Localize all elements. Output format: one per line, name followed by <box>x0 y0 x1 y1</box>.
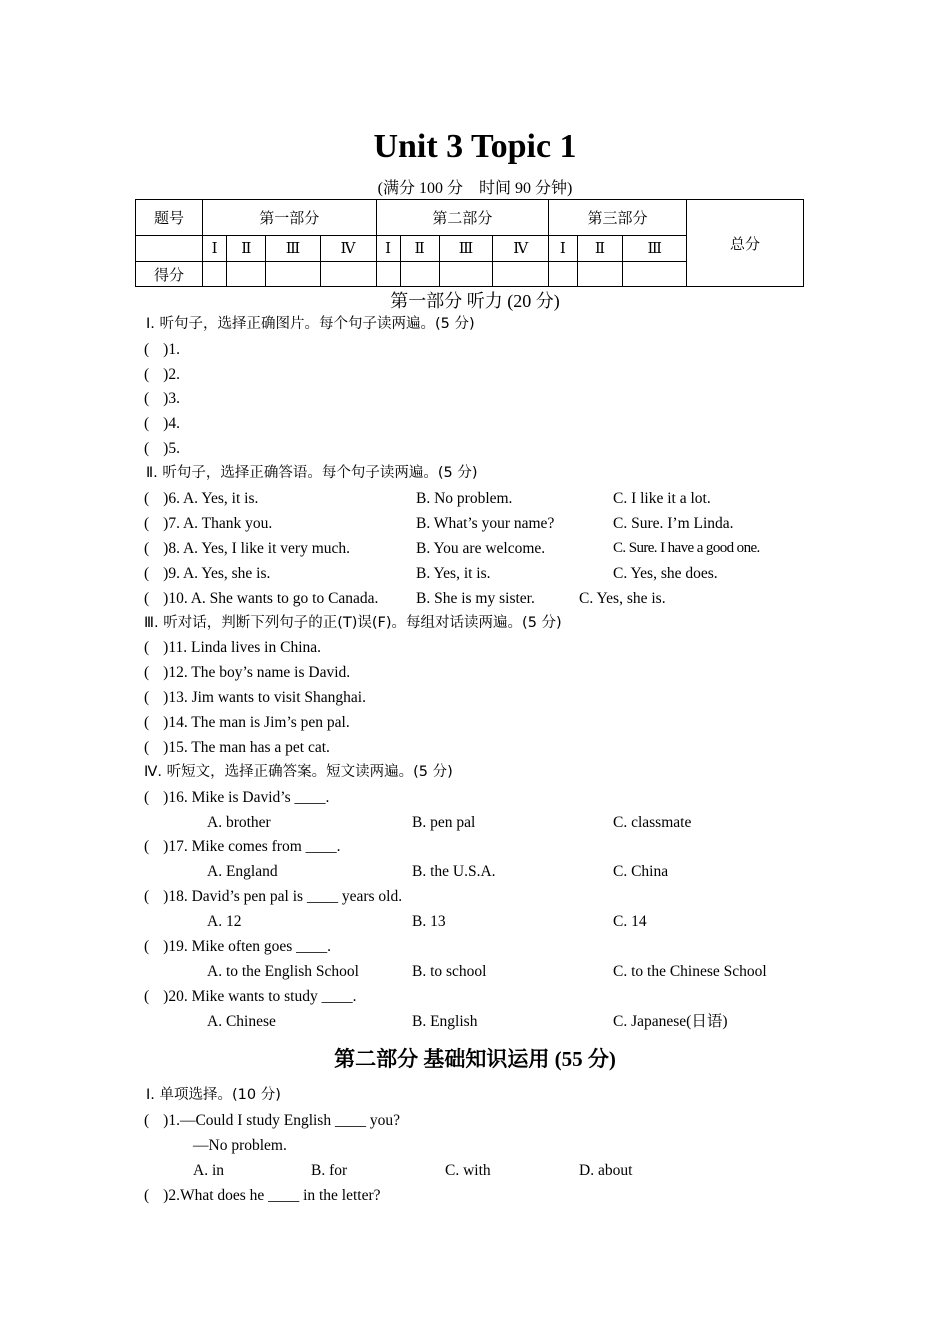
option-b: B. 13 <box>412 913 446 930</box>
question-line: ( )20. Mike wants to study ____. <box>144 988 357 1005</box>
score-sub-header: Ⅲ <box>266 236 320 262</box>
score-sub-header: Ⅱ <box>227 236 266 262</box>
option-b: B. pen pal <box>412 814 476 831</box>
question-line: ( )11. Linda lives in China. <box>144 639 322 656</box>
part-1-heading: 第一部分 听力 (20 分) <box>390 291 560 311</box>
question-reply: —No problem. <box>193 1137 287 1154</box>
option-b: B. the U.S.A. <box>412 863 496 880</box>
question-line: ( )10. A. She wants to go to Canada. <box>144 590 379 607</box>
option-c: C. Yes, she is. <box>579 590 666 607</box>
score-sub-header: Ⅳ <box>493 236 549 262</box>
question-line: ( )6. A. Yes, it is. <box>144 490 259 507</box>
option-b: B. English <box>412 1013 478 1030</box>
score-cell[interactable] <box>549 262 577 287</box>
option-a: A. England <box>207 863 278 880</box>
score-sub-header: Ⅰ <box>203 236 227 262</box>
score-cell[interactable] <box>577 262 623 287</box>
score-sub-header: Ⅲ <box>439 236 493 262</box>
option-c: C. 14 <box>613 913 647 930</box>
score-header-part-1: 第一部分 <box>203 200 377 236</box>
question-line: ( )2.What does he ____ in the letter? <box>144 1187 381 1204</box>
option-b: B. You are welcome. <box>416 540 546 557</box>
score-sub-header: Ⅲ <box>623 236 687 262</box>
option-c: C. Japanese(日语) <box>613 1013 728 1030</box>
option-c: C. I like it a lot. <box>613 490 711 507</box>
option-c: C. with <box>445 1162 491 1179</box>
question-line: ( )14. The man is Jim’s pen pal. <box>144 714 350 731</box>
option-a: A. brother <box>207 814 271 831</box>
section-4-heading: Ⅳ. 听短文，选择正确答案。短文读两遍。(5 分) <box>144 764 453 780</box>
section-1-heading: Ⅰ. 听句子，选择正确图片。每个句子读两遍。(5 分) <box>146 316 475 332</box>
question-line: ( )15. The man has a pet cat. <box>144 739 330 756</box>
score-cell[interactable] <box>320 262 376 287</box>
option-b: B. She is my sister. <box>416 590 535 607</box>
option-c: C. classmate <box>613 814 692 831</box>
question-line: ( )2. <box>144 366 180 383</box>
option-d: D. about <box>579 1162 633 1179</box>
score-header-total: 总分 <box>687 200 804 287</box>
option-c: C. China <box>613 863 669 880</box>
option-b: B. for <box>311 1162 348 1179</box>
score-sub-header: Ⅱ <box>400 236 439 262</box>
score-header-part-2: 第二部分 <box>376 200 549 236</box>
part-2-heading: 第二部分 基础知识运用 (55 分) <box>334 1047 616 1071</box>
option-a: A. 12 <box>207 913 242 930</box>
question-line: ( )1. <box>144 341 180 358</box>
question-line: ( )19. Mike often goes ____. <box>144 938 332 955</box>
option-a: A. in <box>193 1162 224 1179</box>
score-cell[interactable] <box>623 262 687 287</box>
option-a: A. to the English School <box>207 963 359 980</box>
question-line: ( )5. <box>144 440 180 457</box>
option-c: C. Sure. I have a good one. <box>613 540 760 556</box>
option-c: C. Sure. I’m Linda. <box>613 515 734 532</box>
option-b: B. to school <box>412 963 487 980</box>
question-line: ( )3. <box>144 390 180 407</box>
question-line: ( )13. Jim wants to visit Shanghai. <box>144 689 366 706</box>
score-sub-header: Ⅱ <box>577 236 623 262</box>
question-line: ( )17. Mike comes from ____. <box>144 838 341 855</box>
score-cell[interactable] <box>400 262 439 287</box>
score-row-label: 得分 <box>136 262 203 287</box>
question-line: ( )18. David’s pen pal is ____ years old. <box>144 888 403 905</box>
score-sub-header: Ⅰ <box>549 236 577 262</box>
question-line: ( )8. A. Yes, I like it very much. <box>144 540 351 557</box>
score-cell[interactable] <box>493 262 549 287</box>
score-sub-header: Ⅳ <box>320 236 376 262</box>
part-2-section-1-heading: Ⅰ. 单项选择。(10 分) <box>146 1087 281 1103</box>
page-subtitle: (满分 100 分 时间 90 分钟) <box>377 180 573 197</box>
score-header-question-no: 题号 <box>136 200 203 236</box>
option-b: B. Yes, it is. <box>416 565 491 582</box>
option-b: B. No problem. <box>416 490 513 507</box>
question-line: ( )7. A. Thank you. <box>144 515 273 532</box>
page-title: Unit 3 Topic 1 <box>373 128 577 165</box>
score-cell[interactable] <box>227 262 266 287</box>
score-cell[interactable] <box>376 262 400 287</box>
option-a: A. Chinese <box>207 1013 276 1030</box>
score-cell[interactable] <box>203 262 227 287</box>
score-table <box>135 199 804 287</box>
score-cell[interactable] <box>439 262 493 287</box>
score-sub-header: Ⅰ <box>376 236 400 262</box>
score-cell[interactable] <box>266 262 320 287</box>
question-line: ( )9. A. Yes, she is. <box>144 565 271 582</box>
option-c: C. to the Chinese School <box>613 963 767 980</box>
question-line: ( )1.—Could I study English ____ you? <box>144 1112 400 1129</box>
question-line: ( )12. The boy’s name is David. <box>144 664 351 681</box>
question-line: ( )16. Mike is David’s ____. <box>144 789 330 806</box>
option-b: B. What’s your name? <box>416 515 555 532</box>
section-2-heading: Ⅱ. 听句子，选择正确答语。每个句子读两遍。(5 分) <box>146 465 478 481</box>
question-line: ( )4. <box>144 415 180 432</box>
section-3-heading: Ⅲ. 听对话，判断下列句子的正(T)误(F)。每组对话读两遍。(5 分) <box>144 615 562 631</box>
option-c: C. Yes, she does. <box>613 565 718 582</box>
score-blank-cell <box>136 236 203 262</box>
score-header-part-3: 第三部分 <box>549 200 687 236</box>
